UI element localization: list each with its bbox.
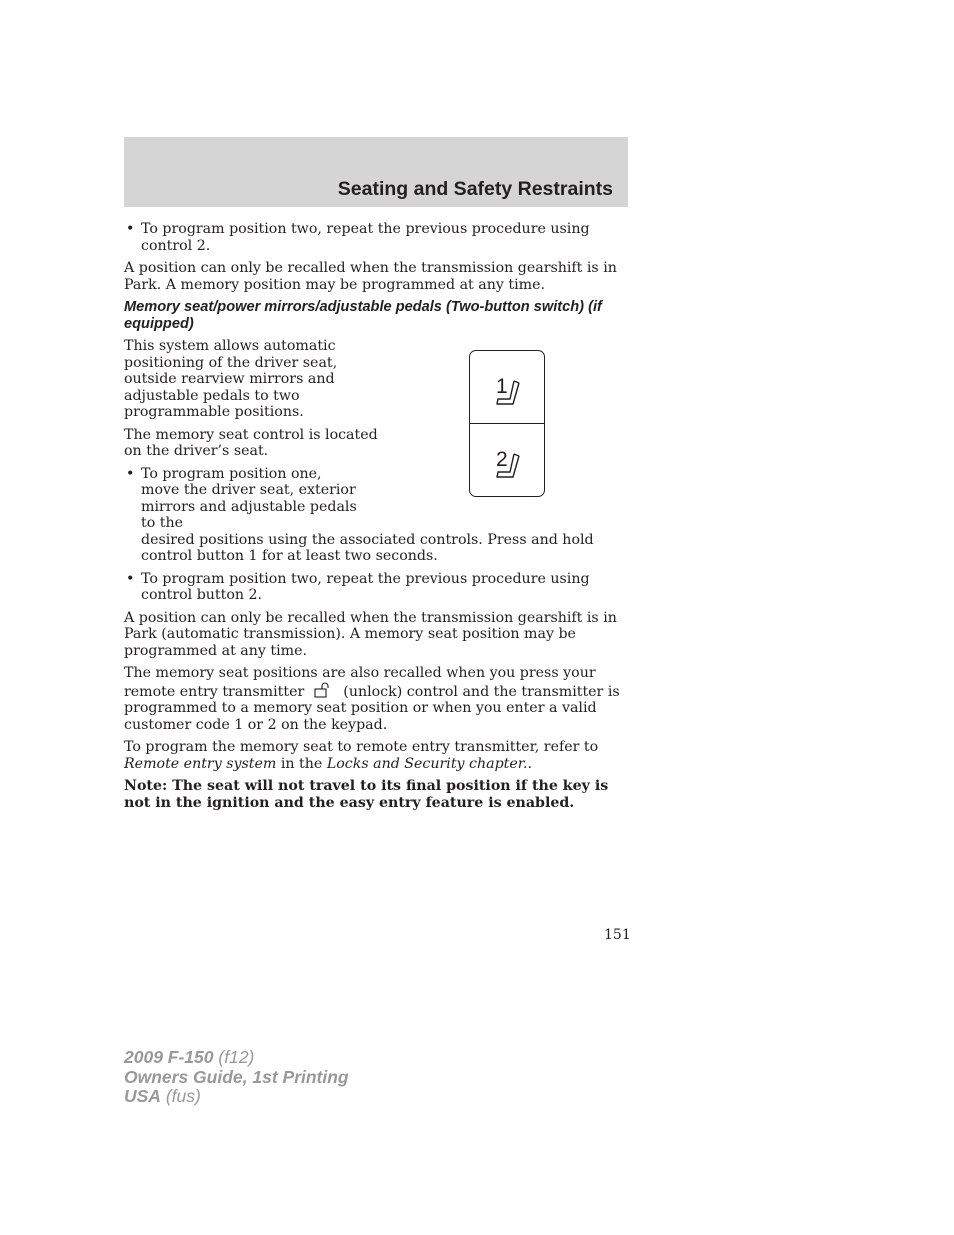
note-paragraph: Note: The seat will not travel to its final position if the key is not in the ignition and the easy entry feature is enabled.: [124, 778, 609, 811]
bullet-dot: •: [126, 221, 135, 237]
bullet-dot: •: [126, 570, 135, 587]
locks-chapter-reference: Locks and Security chapter.: [326, 755, 528, 772]
footer-model-line: 2009 F-150 (f12): [124, 1047, 255, 1067]
memory-seat-switch-illustration: [469, 350, 545, 497]
program-remote-paragraph: To program the memory seat to remote entry transmitter, refer to Remote entry system in the Locks and Security chapter..: [124, 739, 599, 772]
memory-button-2: [492, 446, 524, 486]
recall-paragraph-top: A position can only be recalled when the transmission gearshift is in Park. A memory position may be programmed at any time.: [124, 260, 617, 293]
section-title: Seating and Safety Restraints: [337, 178, 613, 200]
bullet-program-two: • To program position two, repeat the previous procedure using control button 2.: [126, 570, 590, 603]
footer-guide-line: Owners Guide, 1st Printing: [124, 1066, 349, 1087]
section-heading: Memory seat/power mirrors/adjustable pedals (Two-button switch) (if equipped): [124, 299, 602, 332]
bullet-program-two-top: • To program position two, repeat the previous procedure using control 2.: [126, 221, 590, 254]
bullet-dot: •: [126, 465, 135, 482]
intro-paragraph: This system allows automatic positioning of the driver seat, outside rearview mirrors and adjustable pedals to two programmable positions.: [124, 338, 338, 420]
location-paragraph: The memory seat control is located on the driver’s seat.: [124, 426, 378, 459]
remote-recall-paragraph: The memory seat positions are also recalled when you press your remote entry transmitter (unlock) control and the transmitter is programmed to a memory seat position or when you enter a valid customer code 1 or 2 on the keypad.: [124, 665, 620, 733]
page-content: [124, 221, 629, 817]
recall-paragraph: A position can only be recalled when the transmission gearshift is in Park (automatic transmission). A memory seat position may be programmed at any time.: [124, 609, 617, 659]
memory-button-2-label: 2: [496, 448, 508, 471]
page-number: 151: [604, 927, 631, 943]
bullet-program-one: • To program position one, move the driver seat, exterior mirrors and adjustable pedals to the desired positions using the associated controls. Press and hold control button 1 for at least two seconds.: [126, 465, 594, 564]
button-divider: [470, 423, 544, 424]
section-header-band: [124, 137, 628, 207]
memory-button-1: [492, 373, 524, 413]
document-footer: [124, 1048, 349, 1107]
footer-region-line: USA (fus): [124, 1086, 201, 1106]
remote-entry-reference: Remote entry system: [124, 755, 277, 772]
unlock-padlock-icon: [313, 682, 331, 698]
memory-button-1-label: 1: [496, 375, 508, 398]
